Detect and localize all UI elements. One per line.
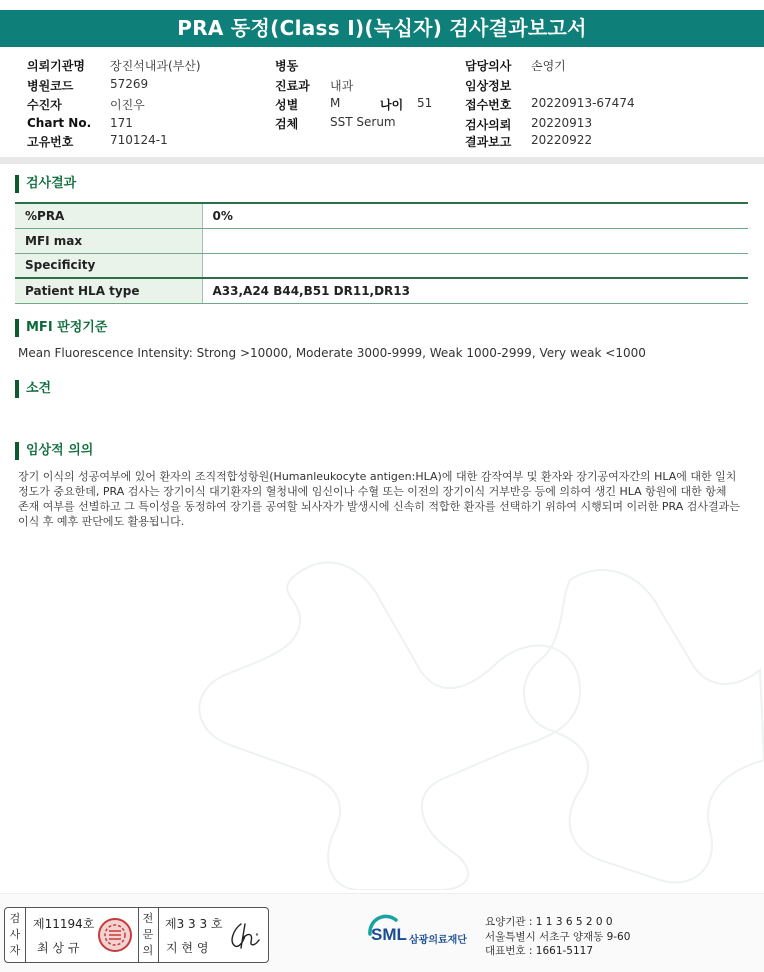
info-value: 이진우 [110,98,145,112]
info-label: 담당의사 [465,59,512,73]
inspector-label-char: 검 [9,912,21,925]
inspector-license-no: 제11194호 [33,917,95,931]
table-row [15,278,748,303]
sml-logo-text: SML [371,925,407,944]
info-value: 내과 [330,79,354,93]
info-label: 검사의뢰 [465,118,512,132]
info-label: 고유번호 [27,135,74,149]
specialist-label-char: 문 [142,928,154,941]
contact-line: 서울특별시 서초구 양재동 9-60 [485,930,631,943]
report-title: PRA 동정(Class I)(녹십자) 검사결과보고서 [0,10,764,47]
info-label: 수진자 [27,98,62,112]
info-label: Chart No. [27,116,92,130]
result-key: Patient HLA type [15,278,202,303]
age-value: 51 [417,96,433,110]
info-value: 171 [110,116,133,130]
info-label: 진료과 [275,79,310,93]
table-row [15,203,748,228]
info-value: 20220913-67474 [531,96,635,110]
inspector-vertical-label [7,911,23,959]
clinical-line: 정도가 중요한데, PRA 검사는 장기이식 대기환자의 혈청내에 임신이나 수혈 또는 이전의 장기이식 거부반응 등에 의하여 생긴 HLA 항원에 대한 항체 [18,485,727,498]
result-key: %PRA [15,203,202,228]
result-key: MFI max [15,228,202,253]
clinical-significance-text [18,469,748,529]
contact-info [485,915,630,959]
clinical-section-title: 임상적 의의 [15,442,93,460]
contact-line: 요양기관 : 1 1 3 6 5 2 0 0 [485,916,613,928]
patient-info [0,55,764,155]
info-value: 장진석내과(부산) [110,59,201,73]
inspector-label-char: 사 [9,928,21,941]
specialist-name: 지 현 영 [166,941,209,955]
info-label: 병원코드 [27,79,74,93]
table-row [15,253,748,278]
results-table [15,202,748,304]
table-row [15,228,748,253]
clinical-line: 장기 이식의 성공여부에 있어 환자의 조직적합성항원(Humanleukocyte antigen:HLA)에 대한 감작여부 및 환자와 장기공여자간의 HLA에 대한 일치 [18,470,737,483]
info-value: M [330,96,341,110]
info-value: 20220922 [531,133,593,147]
specialist-label-char: 의 [142,944,154,957]
divider-line [138,908,139,962]
specialist-label-char: 전 [142,912,154,925]
inspector-name: 최 상 규 [37,941,80,955]
divider-line [25,908,26,962]
info-label: 병동 [275,59,299,73]
signature-graphic [227,920,265,952]
clinical-line: 존재 여부를 선별하고 그 특이성을 동정하여 장기를 공여할 뇌사자가 발생시에 신속히 적합한 환자를 선택하기 위하여 시행되며 이러한 PRA 검사결과는 [18,500,740,513]
result-value: 0% [202,203,748,228]
info-label: 접수번호 [465,98,512,112]
info-value: 57269 [110,77,149,91]
info-value: 20220913 [531,116,593,130]
specialist-vertical-label [140,911,156,959]
signature-box [4,907,269,963]
info-label: 결과보고 [465,135,512,149]
mfi-criteria-text: Mean Fluorescence Intensity: Strong >10000, Moderate 3000-9999, Weak 1000-2999, Very weak <1000 [18,346,646,360]
info-label: 임상정보 [465,79,512,93]
age-label: 나이 [380,98,404,112]
info-value: 손영기 [531,59,566,73]
info-value: SST Serum [330,115,396,129]
inspector-label-char: 자 [9,944,21,957]
contact-line: 대표번호 : 1661-5117 [485,945,594,957]
result-value: A33,A24 B44,B51 DR11,DR13 [202,278,748,303]
result-value [202,253,748,278]
info-label: 의뢰기관명 [27,59,85,73]
info-label: 검체 [275,117,299,131]
seal-stamp-icon [97,917,133,953]
info-value: 710124-1 [110,133,168,147]
clinical-line: 이식 후 예후 판단에도 활용됩니다. [18,515,185,528]
section-divider [0,157,764,164]
result-value [202,228,748,253]
mfi-section-title: MFI 판정기준 [15,319,107,337]
divider-line [158,908,159,962]
watermark-cross-graphic [0,540,764,890]
result-key: Specificity [15,253,202,278]
opinion-section-title: 소견 [15,380,51,398]
results-section-title: 검사결과 [15,175,76,193]
specialist-license-no: 제3 3 3 호 [165,917,223,931]
info-label: 성별 [275,98,299,112]
foundation-name: 삼광의료재단 [409,935,467,946]
